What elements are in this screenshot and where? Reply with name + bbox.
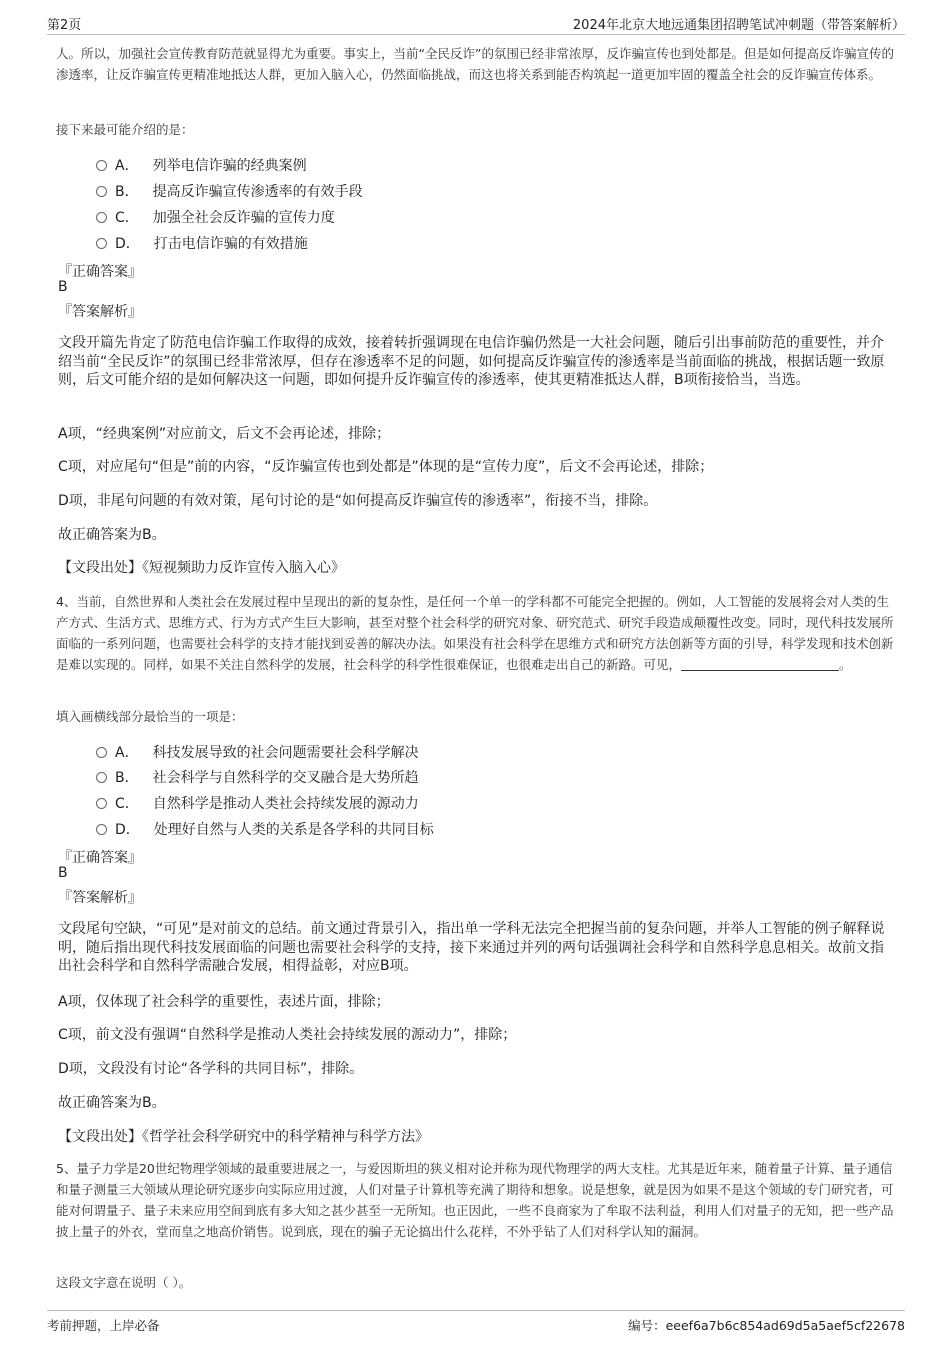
q4-source: 【文段出处】《哲学社会科学研究中的科学精神与科学方法》: [58, 1129, 429, 1145]
q3-option-a[interactable]: A． 列举电信诈骗的经典案例: [96, 155, 307, 175]
q3-analysis-d: D项，非尾句问题的有效对策，尾句讨论的是“如何提高反诈骗宣传的渗透率”，衔接不当，排除。: [58, 493, 658, 509]
radio-button[interactable]: [96, 772, 107, 783]
page-footer: [47, 1310, 905, 1335]
document-title: 2024年北京大地远通集团招聘笔试冲刺题（带答案解析）: [572, 18, 905, 33]
q4-conclusion: 故正确答案为B。: [58, 1095, 166, 1111]
q3-option-b[interactable]: B． 提高反诈骗宣传渗透率的有效手段: [96, 181, 363, 201]
q4-stem: 填入画横线部分最恰当的一项是：: [56, 709, 244, 724]
q3-answer-label: 『正确答案』: [58, 264, 142, 280]
radio-button[interactable]: [96, 212, 107, 223]
radio-button[interactable]: [96, 824, 107, 835]
q4-analysis-d: D项，文段没有讨论“各学科的共同目标”，排除。: [58, 1061, 364, 1077]
q5-passage: 5、量子力学是20世纪物理学领域的最重要进展之一，与爱因斯坦的狭义相对论并称为现代物理学的两大支柱。尤其是近年来，随着量子计算、量子通信和量子测量三大领域从理论研究逐步向实际应用过渡，人们对量子计算机等充满了期待和想象。说是想象，就是因为如果不是这个领域的专门研究者，可能对何谓量子、量子未来应用空间到底有多大知之甚少甚至一无所知。也正因此，一些不良商家为了牟取不法利益，利用人们对量子的无知，把一些产品披上量子的外衣，堂而皇之地高价销售。说到底，现在的骗子无论搞出什么花样，不外乎钻了人们对科学认知的漏洞。: [56, 1161, 894, 1239]
q3-conclusion: 故正确答案为B。: [58, 527, 166, 543]
q3-analysis-a: A项，“经典案例”对应前文，后文不会再论述，排除；: [58, 426, 391, 442]
q4-analysis-c: C项，前文没有强调“自然科学是推动人类社会持续发展的源动力”，排除；: [58, 1027, 517, 1043]
q3-stem: 接下来最可能介绍的是：: [56, 122, 194, 137]
radio-button[interactable]: [96, 238, 107, 249]
q4-option-c[interactable]: C． 自然科学是推动人类社会持续发展的源动力: [96, 793, 419, 813]
q3-analysis-label: 『答案解析』: [58, 304, 142, 320]
q3-option-c[interactable]: C． 加强全社会反诈骗的宣传力度: [96, 207, 335, 227]
q4-option-d[interactable]: D． 处理好自然与人类的关系是各学科的共同目标: [96, 819, 434, 839]
q4-answer-label: 『正确答案』: [58, 850, 142, 866]
q4-analysis-a: A项，仅体现了社会科学的重要性，表述片面，排除；: [58, 994, 390, 1010]
answer-blank: [681, 658, 839, 671]
radio-button[interactable]: [96, 747, 107, 758]
q4-analysis: 文段尾句空缺，“可见”是对前文的总结。前文通过背景引入，指出单一学科无法完全把握当前的复杂问题，并举人工智能的例子解释说明，随后指出现代科技发展面临的问题也需要社会科学的支持，接下来通过并列的两句话强调社会科学和自然科学息息相关。故前文指出社会科学和自然科学需融合发展，相得益彰，对应B项。: [58, 921, 885, 974]
q4-option-a[interactable]: A． 科技发展导致的社会问题需要社会科学解决: [96, 742, 419, 762]
radio-button[interactable]: [96, 798, 107, 809]
q4-passage: 4、当前，自然世界和人类社会在发展过程中呈现出的新的复杂性，是任何一个单一的学科都不可能完全把握的。例如，人工智能的发展将会对人类的生产方式、生活方式、思维方式、行为方式产生巨大影响，甚至对整个社会科学的研究对象、研究范式、研究手段造成颠覆性改变。同时，现代科技发展所面临的一系列问题，也需要社会科学的支持才能找到妥善的解决办法。如果没有社会科学在思维方式和研究方法创新等方面的引导，科学发现和技术创新是难以实现的。同样，如果不关注自然科学的发展，社会科学的科学性很难保证，也很难走出自己的新路。可见， 。: [56, 594, 894, 672]
radio-button[interactable]: [96, 160, 107, 171]
q3-analysis-c: C项，对应尾句“但是”前的内容，“反诈骗宣传也到处都是”体现的是“宣传力度”，后文不会再论述，排除；: [58, 459, 714, 475]
page-number: 第2页: [47, 18, 82, 33]
q4-analysis-label: 『答案解析』: [58, 890, 142, 906]
q4-answer: B: [58, 865, 68, 881]
page-header: [47, 12, 905, 35]
document-id: 编号：eeef6a7b6c854ad69d5a5aef5cf22678: [628, 1318, 905, 1333]
q3-analysis: 文段开篇先肯定了防范电信诈骗工作取得的成效，接着转折强调现在电信诈骗仍然是一大社会问题，随后引出事前防范的重要性，并介绍当前“全民反诈”的氛围已经非常浓厚，但存在渗透率不足的问题，如何提高反诈骗宣传的渗透率是当前面临的挑战，根据话题一致原则，后文可能介绍的是如何解决这一问题，即如何提升反诈骗宣传的渗透率，使其更精准抵达人群，B项衔接恰当，当选。: [58, 335, 885, 388]
q3-option-d[interactable]: D． 打击电信诈骗的有效措施: [96, 233, 308, 253]
q3-passage-tail: 人。所以，加强社会宣传教育防范就显得尤为重要。事实上，当前“全民反诈”的氛围已经非常浓厚，反诈骗宣传也到处都是。但是如何提高反诈骗宣传的渗透率，让反诈骗宣传更精准地抵达人群，更加入脑入心，仍然面临挑战，而这也将关系到能否构筑起一道更加牢固的覆盖全社会的反诈骗宣传体系。: [56, 46, 894, 82]
radio-button[interactable]: [96, 186, 107, 197]
q4-option-b[interactable]: B． 社会科学与自然科学的交叉融合是大势所趋: [96, 767, 419, 787]
q5-stem: 这段文字意在说明（ ）。: [56, 1275, 192, 1290]
q3-answer: B: [58, 279, 68, 295]
q3-source: 【文段出处】《短视频助力反诈宣传入脑入心》: [58, 560, 345, 576]
footer-slogan: 考前押题，上岸必备: [47, 1318, 160, 1333]
